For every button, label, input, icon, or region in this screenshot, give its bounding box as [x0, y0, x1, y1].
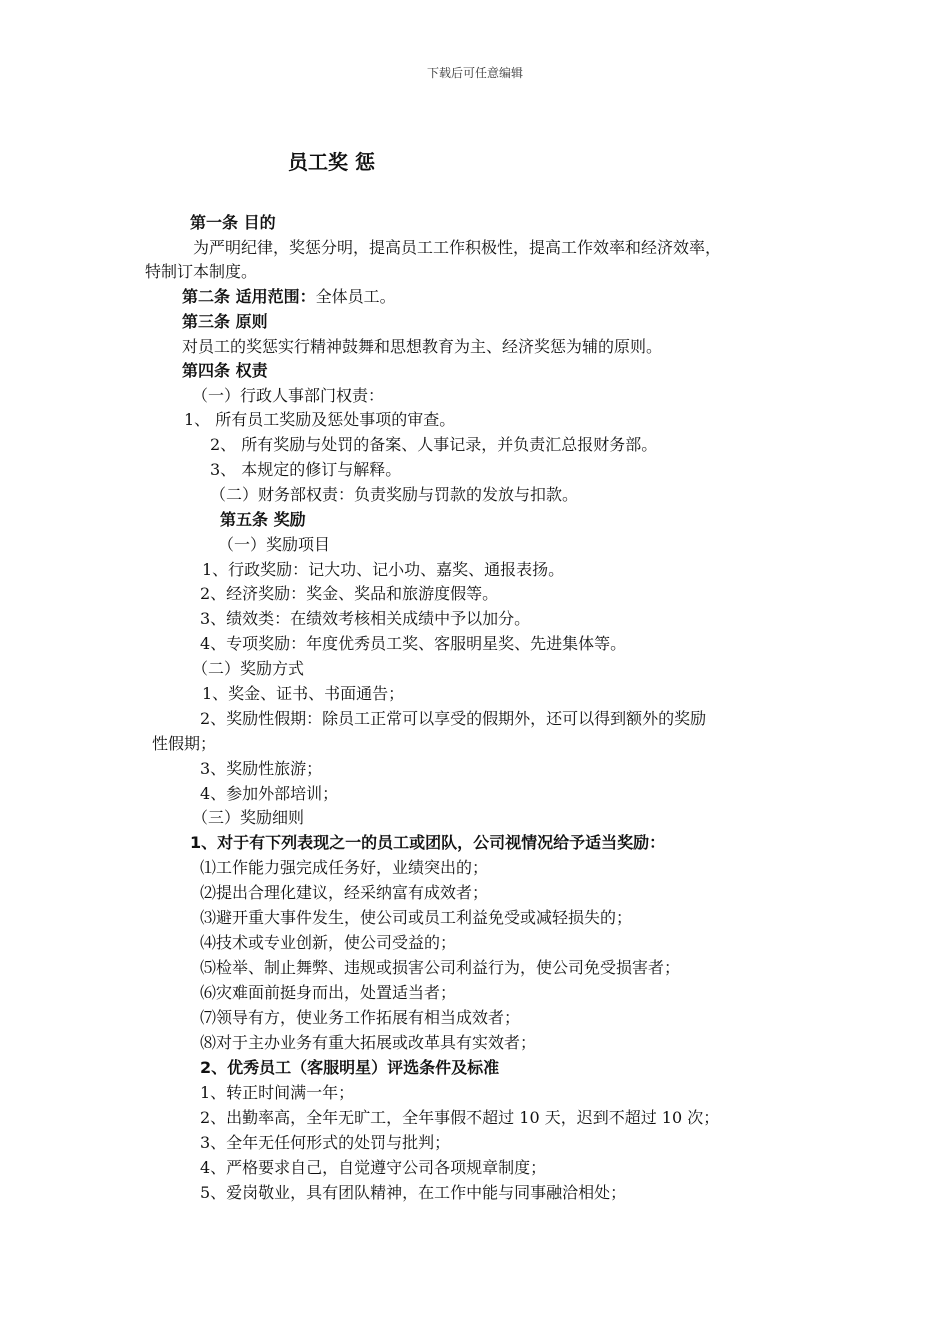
list-item: 3、奖励性旅游；: [200, 759, 323, 778]
article-2-line: [182, 287, 396, 307]
list-item: 4、专项奖励：年度优秀员工奖、客服明星奖、先进集体等。: [200, 634, 627, 653]
article-5-heading: 第五条 奖励: [220, 510, 306, 529]
list-item: ⑵提出合理化建议，经采纳富有成效者；: [200, 883, 489, 902]
list-item: 2、出勤率高，全年无旷工，全年事假不超过 10 天，迟到不超过 10 次；: [200, 1108, 720, 1127]
paragraph-line: 为严明纪律，奖惩分明，提高员工工作积极性，提高工作效率和经济效率，: [193, 238, 722, 257]
list-item: 2、 所有奖励与处罚的备案、人事记录，并负责汇总报财务部。: [210, 435, 658, 454]
document-title: 员工奖 惩: [288, 150, 375, 174]
list-item: 3、 本规定的修订与解释。: [210, 460, 402, 479]
list-item: 1、行政奖励：记大功、记小功、嘉奖、通报表扬。: [202, 560, 565, 579]
list-item: （三）奖励细则: [192, 808, 305, 827]
article-4-heading: 第四条 权责: [182, 361, 268, 380]
article-2-heading: 第二条 适用范围：: [182, 287, 316, 306]
paragraph-line: 特制订本制度。: [145, 262, 258, 281]
list-item: 3、全年无任何形式的处罚与批判；: [200, 1133, 451, 1152]
section-heading: 2、优秀员工（客服明星）评选条件及标准: [200, 1058, 500, 1077]
list-item: 1、转正时间满一年；: [200, 1083, 355, 1102]
list-item: 1、奖金、证书、书面通告；: [202, 684, 405, 703]
list-item: （二）奖励方式: [192, 659, 305, 678]
list-item: 性假期；: [152, 734, 217, 753]
list-item: 4、严格要求自己，自觉遵守公司各项规章制度；: [200, 1158, 547, 1177]
list-item: ⑹灾难面前挺身而出，处置适当者；: [200, 983, 457, 1002]
section-heading: 1、对于有下列表现之一的员工或团队，公司视情况给予适当奖励：: [190, 833, 666, 852]
list-item: ⑻对于主办业务有重大拓展或改革具有实效者；: [200, 1033, 537, 1052]
article-3-heading: 第三条 原则: [182, 312, 268, 331]
list-item: ⑷技术或专业创新，使公司受益的；: [200, 933, 457, 952]
article-1-heading: 第一条 目的: [190, 213, 276, 232]
list-item: 1、 所有员工奖励及惩处事项的审查。: [184, 410, 456, 429]
list-item: ⑺领导有方，使业务工作拓展有相当成效者；: [200, 1008, 521, 1027]
list-item: （二）财务部权责：负责奖励与罚款的发放与扣款。: [210, 485, 579, 504]
list-item: ⑶避开重大事件发生，使公司或员工利益免受或减轻损失的；: [200, 908, 633, 927]
list-item: （一）行政人事部门权责：: [192, 386, 385, 405]
page-header: 下载后可任意编辑: [426, 66, 523, 80]
list-item: 4、参加外部培训；: [200, 784, 339, 803]
list-item: ⑸检举、制止舞弊、违规或损害公司利益行为，使公司免受损害者；: [200, 958, 681, 977]
list-item: ⑴工作能力强完成任务好，业绩突出的；: [200, 858, 489, 877]
article-2-text: 全体员工。: [315, 287, 396, 306]
list-item: 5、爱岗敬业，具有团队精神，在工作中能与同事融洽相处；: [200, 1183, 627, 1202]
list-item: （一）奖励项目: [218, 535, 331, 554]
list-item: 2、经济奖励：奖金、奖品和旅游度假等。: [200, 584, 499, 603]
list-item: 2、奖励性假期：除员工正常可以享受的假期外，还可以得到额外的奖励: [200, 709, 707, 728]
paragraph-line: 对员工的奖惩实行精神鼓舞和思想教育为主、经济奖惩为辅的原则。: [182, 337, 663, 356]
list-item: 3、绩效类：在绩效考核相关成绩中予以加分。: [200, 609, 531, 628]
